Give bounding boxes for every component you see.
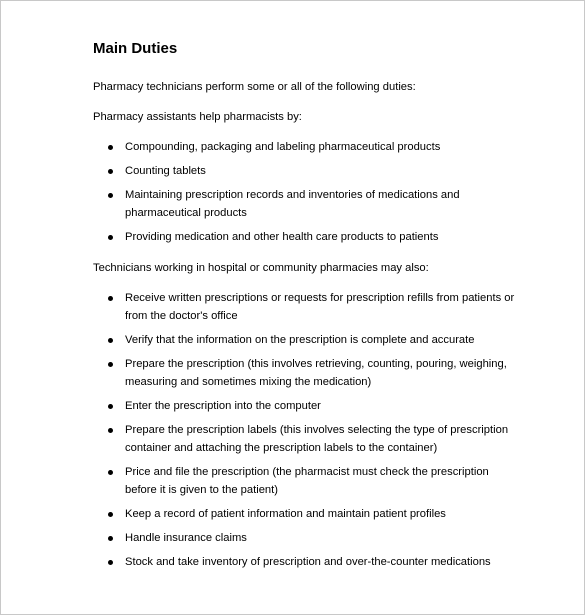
technician-duties-list — [93, 289, 523, 571]
list-item — [93, 228, 523, 246]
list-item — [93, 421, 523, 457]
assistant-duties-list — [93, 138, 523, 246]
list-item-text: Keep a record of patient information and maintain patient profiles — [125, 508, 446, 520]
bullet-icon — [108, 296, 113, 301]
bullet-icon — [108, 512, 113, 517]
list-item-text: Providing medication and other health care products to patients — [125, 231, 439, 243]
intro-paragraph: Pharmacy technicians perform some or all of the following duties: — [93, 81, 416, 93]
list-item — [93, 553, 523, 571]
list-item-text: Receive written prescriptions or requests for prescription refills from patients or from the doctor's office — [125, 292, 515, 322]
bullet-icon — [108, 560, 113, 565]
list-item — [93, 397, 523, 415]
list-item-text: Verify that the information on the prescription is complete and accurate — [125, 334, 475, 346]
bullet-icon — [108, 145, 113, 150]
list-item-text: Price and file the prescription (the pharmacist must check the prescription before it is given to the patient) — [125, 466, 489, 496]
list-item-text: Enter the prescription into the computer — [125, 400, 321, 412]
bullet-icon — [108, 338, 113, 343]
section-heading: Main Duties — [93, 40, 178, 57]
list-item-text: Counting tablets — [125, 165, 206, 177]
bullet-icon — [108, 470, 113, 475]
list-item — [93, 463, 523, 499]
list-item-text: Maintaining prescription records and inventories of medications and pharmaceutical products — [125, 189, 460, 219]
bullet-icon — [108, 169, 113, 174]
list-item-text: Prepare the prescription (this involves retrieving, counting, pouring, weighing, measuring and sometimes mixing the medication) — [125, 358, 507, 388]
list-item — [93, 355, 523, 391]
assistants-intro-paragraph: Pharmacy assistants help pharmacists by: — [93, 111, 302, 123]
list-item — [93, 529, 523, 547]
list-item-text: Handle insurance claims — [125, 532, 247, 544]
list-item-text: Prepare the prescription labels (this involves selecting the type of prescription container and attaching the prescription labels to the container) — [125, 424, 509, 454]
bullet-icon — [108, 362, 113, 367]
bullet-icon — [108, 235, 113, 240]
list-item — [93, 138, 523, 156]
bullet-icon — [108, 193, 113, 198]
list-item — [93, 162, 523, 180]
document-content — [93, 39, 523, 584]
bullet-icon — [108, 404, 113, 409]
list-item-text: Stock and take inventory of prescription and over-the-counter medications — [125, 556, 491, 568]
list-item — [93, 331, 523, 349]
list-item — [93, 505, 523, 523]
bullet-icon — [108, 428, 113, 433]
list-item-text: Compounding, packaging and labeling pharmaceutical products — [125, 141, 441, 153]
list-item — [93, 186, 523, 222]
technicians-intro-paragraph: Technicians working in hospital or community pharmacies may also: — [93, 262, 429, 274]
list-item — [93, 289, 523, 325]
bullet-icon — [108, 536, 113, 541]
